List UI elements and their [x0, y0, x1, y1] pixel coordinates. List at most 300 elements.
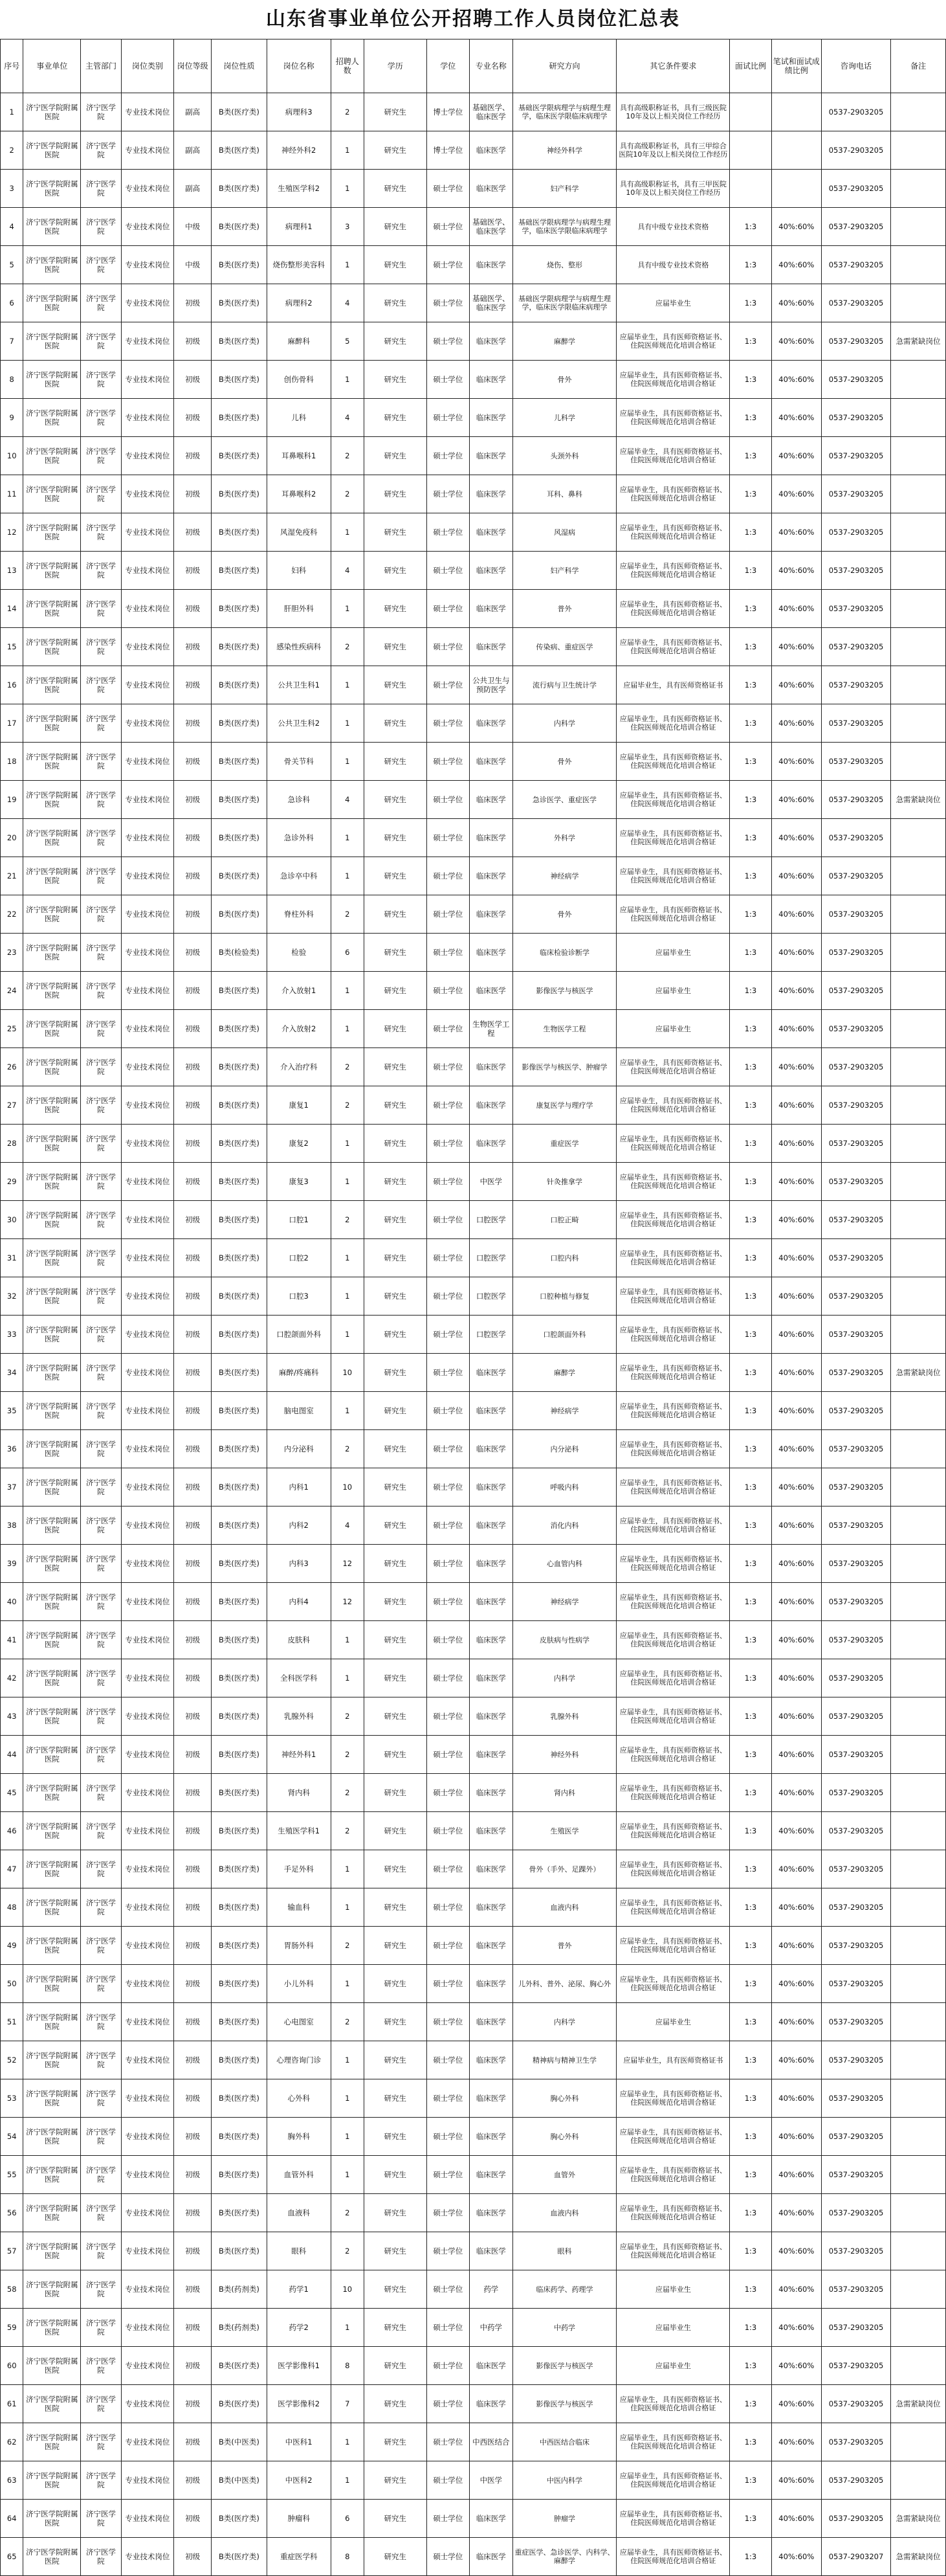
cell-direction: 基础医学限病理学与病理生理学，临床医学限临床病理学 [512, 208, 617, 246]
cell-direction: 妇产科学 [512, 552, 617, 590]
cell-count: 1 [331, 513, 364, 552]
cell-nature: B类(医疗类) [212, 1239, 267, 1277]
cell-seq: 12 [1, 513, 23, 552]
cell-seq: 33 [1, 1316, 23, 1354]
cell-score-ratio: 40%:60% [771, 2194, 821, 2232]
cell-phone: 0537-2903205 [821, 1506, 890, 1545]
cell-direction: 神经病学 [512, 1583, 617, 1621]
cell-seq: 13 [1, 552, 23, 590]
cell-unit: 济宁医学院附属医院 [23, 1736, 81, 1774]
cell-seq: 34 [1, 1354, 23, 1392]
cell-level: 初级 [174, 1659, 212, 1697]
cell-level: 初级 [174, 361, 212, 399]
table-row [1, 322, 946, 361]
cell-level: 初级 [174, 1888, 212, 1927]
cell-score-ratio: 40%:60% [771, 1736, 821, 1774]
cell-education: 研究生 [364, 1583, 427, 1621]
cell-level: 初级 [174, 2347, 212, 2385]
cell-degree: 硕士学位 [426, 1086, 470, 1125]
cell-requirements: 具有中级专业技术资格 [617, 246, 730, 284]
cell-seq: 43 [1, 1697, 23, 1736]
cell-degree: 硕士学位 [426, 1354, 470, 1392]
cell-education: 研究生 [364, 361, 427, 399]
cell-position: 重症医学科 [267, 2538, 331, 2576]
cell-requirements: 应届毕业生，具有医师资格证书、住院医师规范化培训合格证 [617, 628, 730, 666]
cell-count: 1 [331, 1010, 364, 1048]
cell-major: 口腔医学 [470, 1277, 513, 1316]
cell-direction: 血管外 [512, 2156, 617, 2194]
cell-count: 2 [331, 475, 364, 513]
cell-dept: 济宁医学院 [81, 322, 121, 361]
positions-table [0, 39, 946, 2576]
cell-major: 临床医学 [470, 1774, 513, 1812]
cell-direction: 外科学 [512, 819, 617, 857]
column-header: 研究方向 [512, 39, 617, 93]
cell-interview-ratio: 1:3 [730, 2461, 771, 2500]
cell-category: 专业技术岗位 [121, 895, 174, 934]
cell-seq: 50 [1, 1965, 23, 2003]
cell-dept: 济宁医学院 [81, 131, 121, 170]
cell-nature: B类(医疗类) [212, 1125, 267, 1163]
cell-direction: 内科学 [512, 1659, 617, 1697]
cell-direction: 神经外科 [512, 1736, 617, 1774]
cell-major: 基础医学、临床医学 [470, 93, 513, 131]
cell-category: 专业技术岗位 [121, 284, 174, 322]
cell-position: 急诊卒中科 [267, 857, 331, 895]
cell-nature: B类(医疗类) [212, 2232, 267, 2270]
cell-nature: B类(医疗类) [212, 1506, 267, 1545]
cell-level: 初级 [174, 1354, 212, 1392]
table-row [1, 1850, 946, 1888]
cell-nature: B类(医疗类) [212, 1583, 267, 1621]
cell-direction: 重症医学、急诊医学、内科学、麻醉学 [512, 2538, 617, 2576]
table-row [1, 1163, 946, 1201]
table-row [1, 1965, 946, 2003]
cell-seq: 59 [1, 2309, 23, 2347]
cell-dept: 济宁医学院 [81, 1888, 121, 1927]
cell-score-ratio: 40%:60% [771, 2079, 821, 2118]
table-row [1, 131, 946, 170]
cell-category: 专业技术岗位 [121, 1010, 174, 1048]
cell-category: 专业技术岗位 [121, 2270, 174, 2309]
cell-category: 专业技术岗位 [121, 1316, 174, 1354]
cell-dept: 济宁医学院 [81, 857, 121, 895]
cell-position: 创伤骨科 [267, 361, 331, 399]
cell-education: 研究生 [364, 399, 427, 437]
cell-count: 1 [331, 2309, 364, 2347]
cell-dept: 济宁医学院 [81, 1468, 121, 1506]
cell-unit: 济宁医学院附属医院 [23, 552, 81, 590]
cell-count: 1 [331, 2079, 364, 2118]
cell-phone: 0537-2903205 [821, 322, 890, 361]
table-row [1, 2079, 946, 2118]
cell-degree: 硕士学位 [426, 1621, 470, 1659]
cell-level: 初级 [174, 1927, 212, 1965]
cell-category: 专业技术岗位 [121, 1659, 174, 1697]
table-row [1, 2347, 946, 2385]
cell-category: 专业技术岗位 [121, 972, 174, 1010]
cell-level: 初级 [174, 704, 212, 743]
table-row [1, 2232, 946, 2270]
cell-remark [891, 2347, 946, 2385]
cell-remark [891, 1621, 946, 1659]
column-header: 面试比例 [730, 39, 771, 93]
cell-remark [891, 857, 946, 895]
column-header: 序号 [1, 39, 23, 93]
cell-position: 皮肤科 [267, 1621, 331, 1659]
cell-phone: 0537-2903205 [821, 1430, 890, 1468]
cell-count: 1 [331, 246, 364, 284]
cell-score-ratio: 40%:60% [771, 1468, 821, 1506]
cell-nature: B类(医疗类) [212, 399, 267, 437]
cell-unit: 济宁医学院附属医院 [23, 2118, 81, 2156]
cell-score-ratio: 40%:60% [771, 2461, 821, 2500]
cell-dept: 济宁医学院 [81, 704, 121, 743]
cell-education: 研究生 [364, 513, 427, 552]
cell-education: 研究生 [364, 857, 427, 895]
cell-level: 初级 [174, 2270, 212, 2309]
cell-major: 临床医学 [470, 437, 513, 475]
cell-score-ratio: 40%:60% [771, 1086, 821, 1125]
cell-position: 骨关节科 [267, 743, 331, 781]
cell-interview-ratio: 1:3 [730, 2385, 771, 2423]
cell-nature: B类(医疗类) [212, 1545, 267, 1583]
cell-requirements: 应届毕业生，具有医师资格证书、住院医师规范化培训合格证 [617, 361, 730, 399]
cell-dept: 济宁医学院 [81, 1774, 121, 1812]
cell-phone: 0537-2903205 [821, 2347, 890, 2385]
cell-remark: 急需紧缺岗位 [891, 2385, 946, 2423]
cell-direction: 骨外（手外、足踝外） [512, 1850, 617, 1888]
cell-remark [891, 2156, 946, 2194]
cell-seq: 31 [1, 1239, 23, 1277]
cell-remark [891, 131, 946, 170]
cell-education: 研究生 [364, 1316, 427, 1354]
cell-education: 研究生 [364, 2041, 427, 2079]
cell-remark [891, 590, 946, 628]
cell-education: 研究生 [364, 1468, 427, 1506]
cell-nature: B类(医疗类) [212, 437, 267, 475]
cell-seq: 60 [1, 2347, 23, 2385]
cell-education: 研究生 [364, 2194, 427, 2232]
cell-requirements: 应届毕业生，具有医师资格证书、住院医师规范化培训合格证 [617, 1316, 730, 1354]
cell-remark [891, 399, 946, 437]
cell-phone: 0537-2903205 [821, 1965, 890, 2003]
table-row [1, 552, 946, 590]
cell-education: 研究生 [364, 2347, 427, 2385]
cell-phone: 0537-2903205 [821, 2232, 890, 2270]
cell-major: 临床医学 [470, 819, 513, 857]
cell-nature: B类(医疗类) [212, 2538, 267, 2576]
cell-level: 中级 [174, 246, 212, 284]
cell-education: 研究生 [364, 1506, 427, 1545]
cell-count: 1 [331, 361, 364, 399]
cell-requirements: 应届毕业生，具有医师资格证书、住院医师规范化培训合格证 [617, 1239, 730, 1277]
table-row [1, 2003, 946, 2041]
column-header: 招聘人数 [331, 39, 364, 93]
cell-degree: 硕士学位 [426, 475, 470, 513]
cell-count: 1 [331, 1621, 364, 1659]
cell-remark [891, 2309, 946, 2347]
table-row [1, 1927, 946, 1965]
cell-score-ratio: 40%:60% [771, 1163, 821, 1201]
cell-score-ratio: 40%:60% [771, 2347, 821, 2385]
cell-interview-ratio: 1:3 [730, 972, 771, 1010]
cell-phone: 0537-2903205 [821, 284, 890, 322]
cell-interview-ratio: 1:3 [730, 284, 771, 322]
cell-degree: 硕士学位 [426, 2270, 470, 2309]
cell-degree: 硕士学位 [426, 208, 470, 246]
cell-interview-ratio: 1:3 [730, 552, 771, 590]
cell-position: 心电图室 [267, 2003, 331, 2041]
cell-phone: 0537-2903205 [821, 246, 890, 284]
cell-unit: 济宁医学院附属医院 [23, 1812, 81, 1850]
cell-nature: B类(医疗类) [212, 1163, 267, 1201]
cell-position: 胃肠外科 [267, 1927, 331, 1965]
cell-level: 初级 [174, 2079, 212, 2118]
cell-unit: 济宁医学院附属医院 [23, 1927, 81, 1965]
cell-count: 1 [331, 704, 364, 743]
cell-education: 研究生 [364, 2461, 427, 2500]
cell-nature: B类(医疗类) [212, 1392, 267, 1430]
cell-interview-ratio: 1:3 [730, 1927, 771, 1965]
cell-seq: 36 [1, 1430, 23, 1468]
table-row [1, 2041, 946, 2079]
cell-requirements: 应届毕业生，具有医师资格证书、住院医师规范化培训合格证 [617, 2385, 730, 2423]
cell-level: 初级 [174, 1697, 212, 1736]
cell-nature: B类(医疗类) [212, 93, 267, 131]
cell-position: 烧伤整形美容科 [267, 246, 331, 284]
cell-dept: 济宁医学院 [81, 1430, 121, 1468]
cell-phone: 0537-2903205 [821, 2500, 890, 2538]
cell-major: 公共卫生与预防医学 [470, 666, 513, 704]
cell-level: 初级 [174, 1621, 212, 1659]
cell-remark [891, 513, 946, 552]
cell-level: 初级 [174, 284, 212, 322]
cell-degree: 硕士学位 [426, 704, 470, 743]
cell-remark [891, 628, 946, 666]
cell-level: 初级 [174, 2461, 212, 2500]
cell-remark [891, 1277, 946, 1316]
cell-count: 1 [331, 2156, 364, 2194]
cell-seq: 9 [1, 399, 23, 437]
cell-interview-ratio: 1:3 [730, 1392, 771, 1430]
cell-unit: 济宁医学院附属医院 [23, 437, 81, 475]
cell-nature: B类(医疗类) [212, 322, 267, 361]
cell-position: 口腔2 [267, 1239, 331, 1277]
cell-education: 研究生 [364, 1812, 427, 1850]
cell-direction: 中医内科学 [512, 2461, 617, 2500]
cell-nature: B类(医疗类) [212, 1659, 267, 1697]
cell-category: 专业技术岗位 [121, 934, 174, 972]
cell-education: 研究生 [364, 2309, 427, 2347]
cell-position: 手足外科 [267, 1850, 331, 1888]
cell-requirements: 应届毕业生，具有医师资格证书、住院医师规范化培训合格证 [617, 1583, 730, 1621]
cell-requirements: 应届毕业生，具有医师资格证书、住院医师规范化培训合格证 [617, 1506, 730, 1545]
cell-level: 副高 [174, 170, 212, 208]
cell-major: 临床医学 [470, 1583, 513, 1621]
cell-remark [891, 2194, 946, 2232]
cell-seq: 54 [1, 2118, 23, 2156]
cell-interview-ratio [730, 170, 771, 208]
cell-nature: B类(医疗类) [212, 1430, 267, 1468]
cell-education: 研究生 [364, 1354, 427, 1392]
cell-education: 研究生 [364, 246, 427, 284]
cell-direction: 口腔正畸 [512, 1201, 617, 1239]
cell-seq: 39 [1, 1545, 23, 1583]
cell-requirements: 应届毕业生，具有医师资格证书、住院医师规范化培训合格证 [617, 819, 730, 857]
cell-category: 专业技术岗位 [121, 1888, 174, 1927]
cell-dept: 济宁医学院 [81, 1354, 121, 1392]
cell-position: 输血科 [267, 1888, 331, 1927]
cell-requirements: 应届毕业生，具有医师资格证书、住院医师规范化培训合格证 [617, 322, 730, 361]
cell-remark [891, 1583, 946, 1621]
cell-position: 口腔3 [267, 1277, 331, 1316]
cell-category: 专业技术岗位 [121, 170, 174, 208]
cell-degree: 硕士学位 [426, 857, 470, 895]
table-row [1, 1697, 946, 1736]
cell-dept: 济宁医学院 [81, 743, 121, 781]
cell-dept: 济宁医学院 [81, 934, 121, 972]
table-row [1, 1010, 946, 1048]
cell-direction: 神经病学 [512, 857, 617, 895]
cell-level: 初级 [174, 2500, 212, 2538]
cell-score-ratio: 40%:60% [771, 2538, 821, 2576]
cell-position: 肾内科 [267, 1774, 331, 1812]
cell-nature: B类(医疗类) [212, 1965, 267, 2003]
cell-unit: 济宁医学院附属医院 [23, 2500, 81, 2538]
cell-seq: 58 [1, 2270, 23, 2309]
cell-remark [891, 1316, 946, 1354]
cell-direction: 烧伤、整形 [512, 246, 617, 284]
cell-education: 研究生 [364, 972, 427, 1010]
cell-nature: B类(医疗类) [212, 1812, 267, 1850]
cell-dept: 济宁医学院 [81, 1621, 121, 1659]
table-body [1, 93, 946, 2576]
table-row [1, 93, 946, 131]
cell-requirements: 应届毕业生，具有医师资格证书、住院医师规范化培训合格证 [617, 1392, 730, 1430]
cell-education: 研究生 [364, 2232, 427, 2270]
cell-remark [891, 2232, 946, 2270]
cell-requirements: 应届毕业生 [617, 972, 730, 1010]
cell-dept: 济宁医学院 [81, 2156, 121, 2194]
cell-nature: B类(医疗类) [212, 1774, 267, 1812]
cell-major: 临床医学 [470, 590, 513, 628]
cell-nature: B类(医疗类) [212, 1697, 267, 1736]
cell-nature: B类(医疗类) [212, 2500, 267, 2538]
cell-remark [891, 1545, 946, 1583]
cell-count: 1 [331, 2041, 364, 2079]
cell-unit: 济宁医学院附属医院 [23, 2194, 81, 2232]
cell-direction: 流行病与卫生统计学 [512, 666, 617, 704]
cell-interview-ratio: 1:3 [730, 1545, 771, 1583]
cell-education: 研究生 [364, 704, 427, 743]
cell-count: 4 [331, 1506, 364, 1545]
cell-degree: 硕士学位 [426, 1888, 470, 1927]
cell-requirements: 应届毕业生，具有医师资格证书、住院医师规范化培训合格证 [617, 743, 730, 781]
cell-position: 康复3 [267, 1163, 331, 1201]
cell-dept: 济宁医学院 [81, 1201, 121, 1239]
cell-unit: 济宁医学院附属医院 [23, 2538, 81, 2576]
cell-count: 1 [331, 1850, 364, 1888]
table-row [1, 513, 946, 552]
cell-score-ratio: 40%:60% [771, 1850, 821, 1888]
cell-major: 临床医学 [470, 552, 513, 590]
cell-category: 专业技术岗位 [121, 1239, 174, 1277]
cell-position: 康复2 [267, 1125, 331, 1163]
column-header: 笔试和面试成绩比例 [771, 39, 821, 93]
cell-seq: 5 [1, 246, 23, 284]
cell-dept: 济宁医学院 [81, 1316, 121, 1354]
cell-interview-ratio: 1:3 [730, 590, 771, 628]
cell-remark [891, 552, 946, 590]
cell-interview-ratio: 1:3 [730, 2156, 771, 2194]
cell-direction: 临床药学、药理学 [512, 2270, 617, 2309]
cell-score-ratio: 40%:60% [771, 2156, 821, 2194]
cell-major: 临床医学 [470, 1392, 513, 1430]
cell-category: 专业技术岗位 [121, 819, 174, 857]
cell-direction: 生殖医学 [512, 1812, 617, 1850]
cell-category: 专业技术岗位 [121, 552, 174, 590]
cell-direction: 基础医学限病理学与病理生理学，临床医学限临床病理学 [512, 93, 617, 131]
cell-degree: 硕士学位 [426, 1583, 470, 1621]
cell-dept: 济宁医学院 [81, 2270, 121, 2309]
table-row [1, 743, 946, 781]
table-row [1, 1468, 946, 1506]
cell-count: 4 [331, 781, 364, 819]
cell-nature: B类(医疗类) [212, 131, 267, 170]
cell-dept: 济宁医学院 [81, 2461, 121, 2500]
cell-dept: 济宁医学院 [81, 1163, 121, 1201]
cell-count: 2 [331, 93, 364, 131]
cell-nature: B类(中医类) [212, 2461, 267, 2500]
cell-interview-ratio: 1:3 [730, 1774, 771, 1812]
cell-score-ratio: 40%:60% [771, 2003, 821, 2041]
cell-dept: 济宁医学院 [81, 1659, 121, 1697]
cell-dept: 济宁医学院 [81, 1277, 121, 1316]
cell-unit: 济宁医学院附属医院 [23, 322, 81, 361]
cell-major: 基础医学、临床医学 [470, 208, 513, 246]
cell-level: 初级 [174, 1316, 212, 1354]
cell-interview-ratio: 1:3 [730, 2423, 771, 2461]
cell-requirements: 应届毕业生，具有医师资格证书、住院医师规范化培训合格证 [617, 552, 730, 590]
cell-nature: B类(医疗类) [212, 895, 267, 934]
cell-education: 研究生 [364, 1010, 427, 1048]
cell-remark [891, 666, 946, 704]
cell-nature: B类(中医类) [212, 2423, 267, 2461]
cell-nature: B类(医疗类) [212, 628, 267, 666]
cell-dept: 济宁医学院 [81, 1736, 121, 1774]
cell-requirements: 应届毕业生，具有医师资格证书、住院医师规范化培训合格证 [617, 1659, 730, 1697]
cell-phone: 0537-2903205 [821, 895, 890, 934]
cell-education: 研究生 [364, 2385, 427, 2423]
cell-phone: 0537-2903205 [821, 2309, 890, 2347]
cell-score-ratio: 40%:60% [771, 934, 821, 972]
cell-category: 专业技术岗位 [121, 1354, 174, 1392]
cell-unit: 济宁医学院附属医院 [23, 819, 81, 857]
cell-direction: 中药学 [512, 2309, 617, 2347]
cell-unit: 济宁医学院附属医院 [23, 1163, 81, 1201]
cell-unit: 济宁医学院附属医院 [23, 2156, 81, 2194]
cell-position: 病理科3 [267, 93, 331, 131]
cell-category: 专业技术岗位 [121, 2461, 174, 2500]
cell-dept: 济宁医学院 [81, 1506, 121, 1545]
cell-major: 临床医学 [470, 399, 513, 437]
cell-direction: 风湿病 [512, 513, 617, 552]
cell-score-ratio: 40%:60% [771, 1545, 821, 1583]
cell-score-ratio: 40%:60% [771, 590, 821, 628]
cell-interview-ratio: 1:3 [730, 1965, 771, 2003]
cell-score-ratio: 40%:60% [771, 437, 821, 475]
